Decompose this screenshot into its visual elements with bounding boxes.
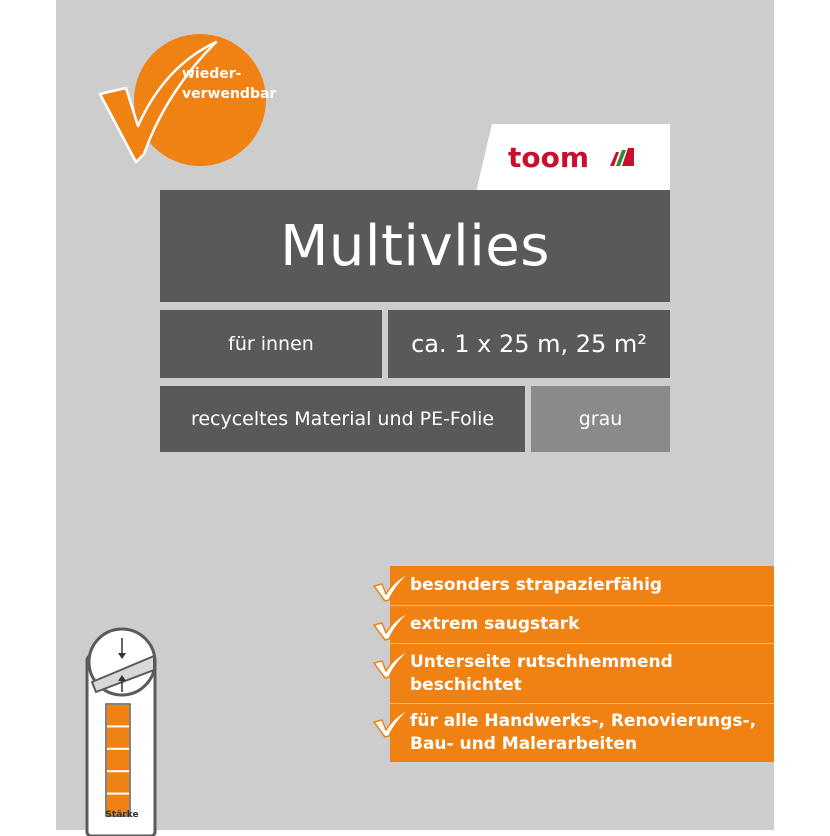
thickness-label: Stärke — [105, 810, 139, 820]
checkmark-icon — [372, 649, 412, 679]
thickness-segment — [107, 772, 129, 792]
size-box — [388, 310, 670, 378]
color-box — [531, 386, 670, 452]
feature-item — [390, 606, 774, 644]
feature-item — [390, 704, 774, 762]
product-use: für innen — [228, 333, 314, 355]
feature-text: extrem saugstark — [410, 614, 580, 634]
thickness-segment — [107, 705, 129, 725]
use-box — [160, 310, 382, 378]
material-box — [160, 386, 525, 452]
badge-line-2: verwendbar — [182, 86, 277, 102]
thickness-segment — [107, 727, 129, 747]
feature-text: für alle Handwerks-, Renovierungs-, Bau- und Malerarbeiten — [410, 711, 757, 754]
product-material: recyceltes Material und PE-Folie — [190, 408, 495, 430]
roll-thickness-icon — [84, 626, 160, 836]
feature-item — [390, 644, 774, 704]
house-roof-icon — [610, 148, 634, 166]
brand-logo-text: toom — [508, 141, 590, 174]
feature-list — [390, 566, 774, 762]
feature-text: besonders strapazierfähig — [410, 575, 663, 595]
title-box — [160, 190, 670, 302]
checkmark-icon — [372, 611, 412, 641]
badge-text — [182, 64, 277, 104]
reusable-badge — [96, 30, 276, 170]
thickness-scale — [107, 705, 129, 815]
badge-line-1: wieder- — [182, 66, 242, 82]
checkmark-icon — [372, 708, 412, 738]
product-size: ca. 1 x 25 m, 25 m² — [411, 330, 647, 358]
thickness-segment — [107, 750, 129, 770]
product-color: grau — [578, 408, 623, 430]
product-title: Multivlies — [280, 213, 550, 279]
feature-text: Unterseite rutschhemmend beschichtet — [410, 652, 673, 695]
feature-item — [390, 566, 774, 606]
checkmark-icon — [372, 572, 412, 602]
